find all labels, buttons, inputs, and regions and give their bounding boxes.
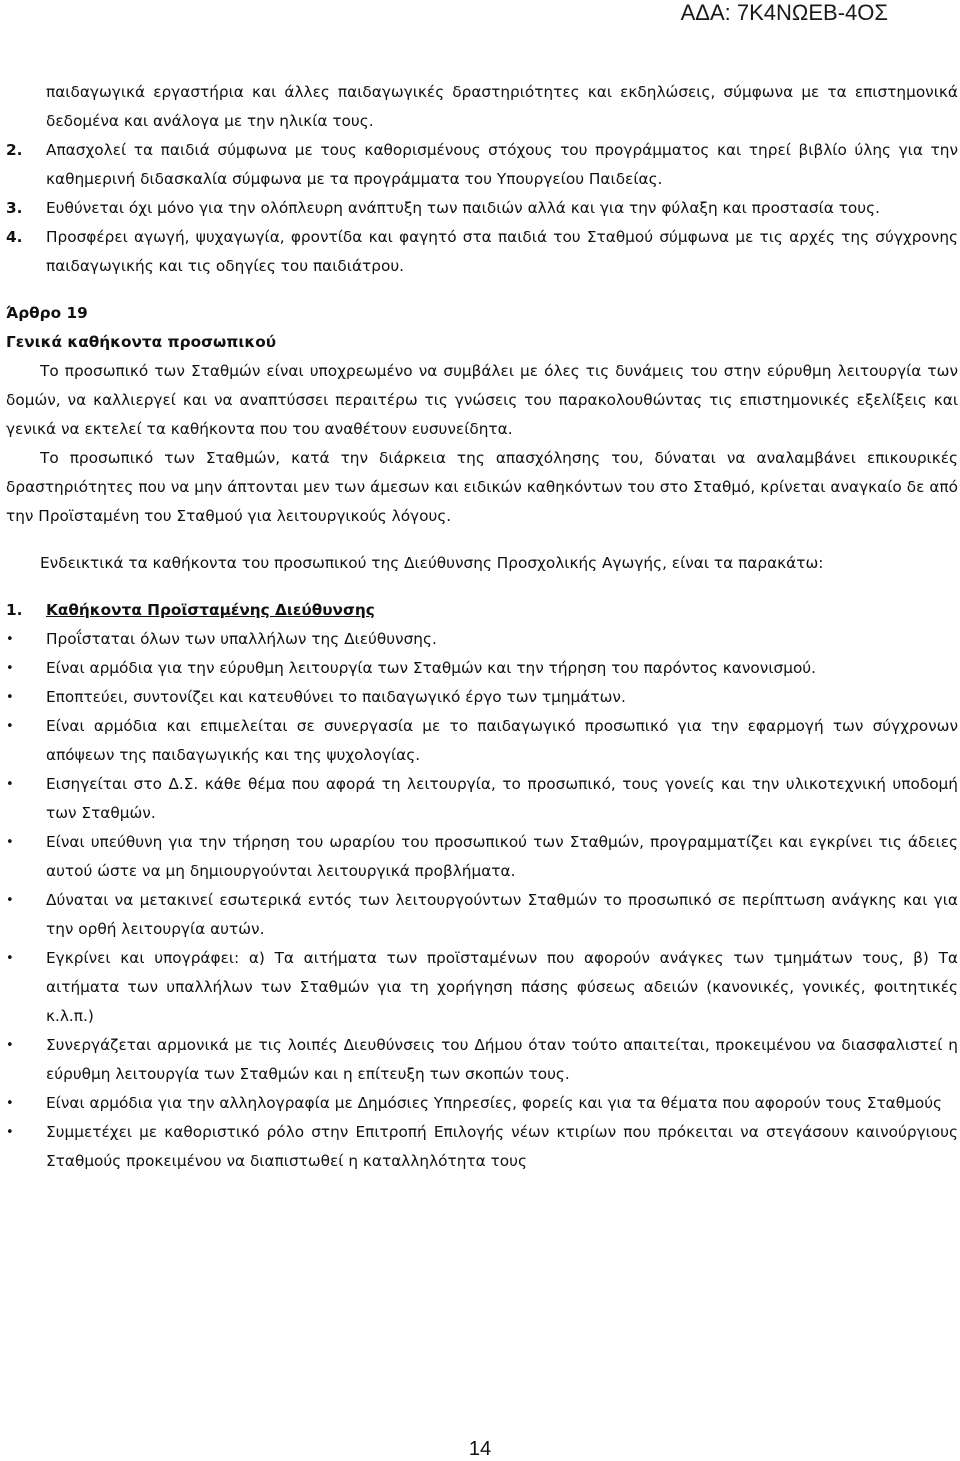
list-item-text: Είναι αρμόδια για την εύρυθμη λειτουργία των Σταθμών και την τήρηση του παρόντος κανονισμού.	[46, 659, 817, 677]
list-item	[6, 1031, 958, 1089]
page-number: 14	[468, 1438, 492, 1460]
bullet-icon: •	[6, 632, 14, 647]
list-item-text: Συνεργάζεται αρμονικά με τις λοιπές Διευθύνσεις του Δήμου όταν τούτο απαιτείται, προκειμένου να διασφαλιστεί η εύρυθμη λειτουργία των Σταθμών και η επίτευξη των σκοπών τους.	[46, 1036, 958, 1083]
list-item	[6, 1089, 958, 1118]
section-number: 1.	[6, 601, 23, 619]
title-part: Διεύθυνσης	[275, 601, 375, 619]
list-item-text: Είναι υπεύθυνη για την τήρηση του ωραρίου του προσωπικού των Σταθμών, προγραμματίζει και εγκρίνει τις άδειες αυτού ώστε να μη δημιουργούνται λειτουργικά προβλήματα.	[46, 833, 958, 880]
duties-list	[6, 625, 958, 1176]
list-item-text: Εγκρίνει και υπογράφει: α) Τα αιτήματα των προϊσταμένων που αφορούν ανάγκες των τμημάτων τους, β) Τα αιτήματα των υπαλλήλων των Σταθμών για τη χορήγηση πάσης φύσεως αδειών (κανονικές, γονικές, φοιτητικές κ.λ.π.)	[46, 949, 958, 1025]
item-number: 2.	[6, 141, 23, 159]
list-item-text: Είναι αρμόδια και επιμελείται σε συνεργασία με το παιδαγωγικό προσωπικό για την εφαρμογή των σύγχρονων απόψεων της παιδαγωγικής και της ψυχολογίας.	[46, 717, 958, 764]
bullet-icon: •	[6, 951, 14, 966]
list-item-text: Δύναται να μετακινεί εσωτερικά εντός των λειτουργούντων Σταθμών το προσωπικό σε περίπτωση ανάγκης και για την ορθή λειτουργία αυτών.	[46, 891, 958, 938]
numbered-item-3	[6, 194, 958, 223]
ada-code: ΑΔΑ: 7Κ4ΝΩΕΒ-4ΟΣ	[680, 0, 888, 25]
list-item	[6, 770, 958, 828]
title-part: μένης	[219, 601, 276, 619]
list-item	[6, 625, 958, 654]
list-item	[6, 828, 958, 886]
title-part: Καθήκοντα Προϊστα	[46, 601, 220, 619]
item-text: Απασχολεί τα παιδιά σύμφωνα με τους καθορισμένους στόχους του προγράμματος και τηρεί βιβλίο ύλης για την καθημερινή διδασκαλία σύμφωνα με τα προγράμματα του Υπουργείου Παιδείας.	[46, 141, 958, 188]
section-title-text	[46, 596, 375, 625]
bullet-icon: •	[6, 719, 14, 734]
section-title	[6, 596, 958, 625]
article-subheading: Γενικά καθήκοντα προσωπικού	[6, 333, 277, 351]
bullet-icon: •	[6, 893, 14, 908]
article-paragraph: Το προσωπικό των Σταθμών, κατά την διάρκεια της απασχόλησης του, δύναται να αναλαμβάνει επικουρικές δραστηριότητες που να μην άπτονται μεν των άμεσων και ειδικών καθηκόντων του στο Σταθμό, κρίνεται αναγκαίο δε από την Προϊσταμένη του Σταθμού για λειτουργικούς λόγους.	[6, 449, 958, 525]
list-item-text: Εποπτεύει, συντονίζει και κατευθύνει το παιδαγωγικό έργο των τμημάτων.	[46, 688, 626, 706]
list-item-text: Είναι αρμόδια για την αλληλογραφία με Δημόσιες Υπηρεσίες, φορείς και για τα θέματα που αφορούν τους Σταθμούς	[46, 1094, 943, 1112]
bullet-icon: •	[6, 1125, 14, 1140]
list-item-text: Προΐσταται όλων των υπαλλήλων της Διεύθυνσης.	[46, 630, 437, 648]
article-paragraph: Το προσωπικό των Σταθμών είναι υποχρεωμένο να συμβάλει με όλες τις δυνάμεις του στην εύρυθμη λειτουργία των δομών, να καλλιεργεί και να αναπτύσσει περαιτέρω τις γνώσεις του παρακολουθώντας τις επιστημονικές εξελίξεις και γενικά να εκτελεί τα καθήκοντα που του αναθέτουν ευσυνείδητα.	[6, 362, 958, 438]
numbered-item-4	[6, 223, 958, 281]
item-text: Ευθύνεται όχι μόνο για την ολόπλευρη ανάπτυξη των παιδιών αλλά και για την φύλαξη και προστασία τους.	[46, 199, 880, 217]
list-item-text: Συμμετέχει με καθοριστικό ρόλο στην Επιτροπή Επιλογής νέων κτιρίων που πρόκειται να στεγάσουν καινούργιους Σταθμούς προκειμένου να διαπιστωθεί η καταλληλότητα τους	[46, 1123, 958, 1170]
indicative-paragraph: Ενδεικτικά τα καθήκοντα του προσωπικού της Διεύθυνσης Προσχολικής Αγωγής, είναι τα παρακάτω:	[40, 554, 824, 572]
item-number: 3.	[6, 199, 23, 217]
list-item	[6, 712, 958, 770]
list-item	[6, 1118, 958, 1176]
article-heading: Άρθρο 19	[6, 304, 88, 322]
document-body	[6, 78, 958, 1176]
bullet-icon: •	[6, 690, 14, 705]
list-item	[6, 944, 958, 1031]
bullet-icon: •	[6, 1038, 14, 1053]
bullet-icon: •	[6, 661, 14, 676]
list-item	[6, 654, 958, 683]
intro-continuation: παιδαγωγικά εργαστήρια και άλλες παιδαγωγικές δραστηριότητες και εκδηλώσεις, σύμφωνα με τα επιστημονικά δεδομένα και ανάλογα με την ηλικία τους.	[46, 83, 958, 130]
bullet-icon: •	[6, 777, 14, 792]
list-item	[6, 886, 958, 944]
bullet-icon: •	[6, 835, 14, 850]
item-text: Προσφέρει αγωγή, ψυχαγωγία, φροντίδα και φαγητό στα παιδιά του Σταθμού σύμφωνα με τις αρχές της σύγχρονης παιδαγωγικής και τις οδηγίες του παιδιάτρου.	[46, 228, 958, 275]
numbered-item-2	[6, 136, 958, 194]
list-item	[6, 683, 958, 712]
list-item-text: Εισηγείται στο Δ.Σ. κάθε θέμα που αφορά τη λειτουργία, το προσωπικό, τους γονείς και την υλικοτεχνική υποδομή των Σταθμών.	[46, 775, 958, 822]
bullet-icon: •	[6, 1096, 14, 1111]
item-number: 4.	[6, 228, 23, 246]
